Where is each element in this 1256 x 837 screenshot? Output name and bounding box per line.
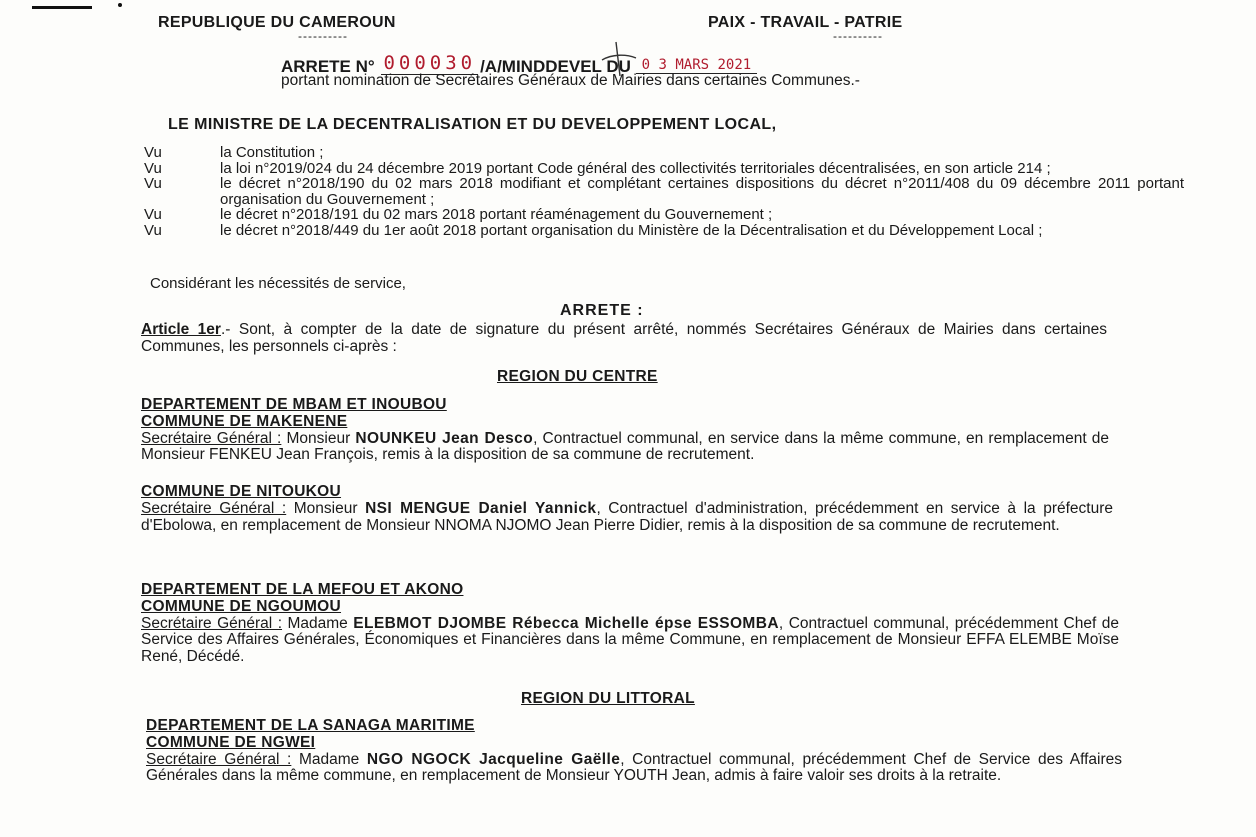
role-label: Secrétaire Général :	[141, 614, 283, 632]
motto-title: PAIX - TRAVAIL - PATRIE	[708, 14, 903, 31]
person-title: Monsieur	[293, 499, 358, 517]
scan-dot	[118, 3, 122, 7]
department-heading: DEPARTEMENT DE LA MEFOU ET AKONO	[141, 581, 464, 598]
appointment-details: , Contractuel communal, précédemment Chef de Service des Affaires Générales dans la même commune, en remplacement de Monsieur YOUTH Jean, admis à faire valoir ses droits à la retraite.	[146, 750, 1122, 785]
commune-heading: COMMUNE DE NGWEI	[146, 733, 316, 751]
appointment-details: , Contractuel communal, en service dans la même commune, en remplacement de Monsieur FENKEU Jean François, remis à la disposition de sa commune de recrutement.	[141, 429, 1110, 464]
person-name: NSI MENGUE Daniel Yannick	[365, 499, 597, 517]
visa-text: la loi n°2019/024 du 24 décembre 2019 portant Code général des collectivités territoriales décentralisées, en son article 214 ;	[220, 159, 1051, 177]
person-title: Madame	[298, 750, 360, 768]
header-motto	[708, 14, 1028, 43]
appointment-details: , Contractuel d'administration, précédemment en service à la préfecture d'Ebolowa, en remplacement de Monsieur NNOMA NJOMO Jean Pierre Didier, remis à la disposition de sa commune de recrutement.	[141, 499, 1113, 534]
appointment-block	[141, 582, 1119, 666]
role-label: Secrétaire Général :	[141, 499, 287, 517]
minister-heading: LE MINISTRE DE LA DECENTRALISATION ET DU DEVELOPPEMENT LOCAL,	[168, 116, 777, 133]
article-label: Article 1er	[141, 321, 221, 338]
considerant-text: Considérant les nécessités de service,	[150, 275, 406, 292]
department-heading: DEPARTEMENT DE MBAM ET INOUBOU	[141, 396, 447, 413]
person-title: Monsieur	[286, 429, 351, 447]
commune-heading: COMMUNE DE NGOUMOU	[141, 597, 342, 615]
arrete-heading: ARRETE :	[560, 302, 644, 319]
article-text: .- Sont, à compter de la date de signature du présent arrêté, nommés Secrétaires Généraux de Mairies dans certaines Communes, les personnels ci-après :	[141, 321, 1108, 355]
visa-item	[144, 176, 1184, 207]
role-label: Secrétaire Général :	[146, 750, 292, 768]
header-republic	[158, 14, 468, 43]
person-title: Madame	[287, 614, 348, 632]
visa-text: le décret n°2018/190 du 02 mars 2018 modifiant et complétant certaines dispositions du décret n°2011/408 du 09 décembre 2011 portant organisation du Gouvernement ;	[220, 175, 1184, 208]
visa-label: Vu	[144, 144, 162, 161]
visa-label: Vu	[144, 159, 162, 177]
appointment-block	[141, 397, 1109, 464]
commune-heading: COMMUNE DE NITOUKOU	[141, 483, 342, 500]
department-heading: DEPARTEMENT DE LA SANAGA MARITIME	[146, 717, 475, 734]
visa-text: la Constitution ;	[220, 144, 324, 161]
visa-text: le décret n°2018/191 du 02 mars 2018 portant réaménagement du Gouvernement ;	[220, 206, 773, 224]
appointment-block	[141, 484, 1113, 534]
visa-item	[144, 223, 1184, 239]
visa-label: Vu	[144, 175, 162, 193]
republic-title: REPUBLIQUE DU CAMEROUN	[158, 14, 396, 31]
person-name: NOUNKEU Jean Desco	[355, 429, 534, 447]
republic-dash: ----------	[298, 29, 348, 43]
decree-suffix: /A/MINDDEVEL DU	[480, 57, 631, 76]
commune-heading: COMMUNE DE MAKENENE	[141, 412, 348, 430]
appointment-block	[146, 718, 1122, 785]
appointment-details: , Contractuel communal, précédemment Chef de Service des Affaires Générales, Économiques et Financières dans la même Commune, en remplacement de Monsieur EFFA ELEMBE Moïse René, Décédé.	[141, 614, 1119, 666]
visa-label: Vu	[144, 221, 162, 239]
scan-mark	[32, 6, 92, 9]
visa-item	[144, 145, 1184, 161]
motto-dash: ----------	[833, 29, 883, 43]
region-heading: REGION DU LITTORAL	[521, 690, 695, 707]
region-heading: REGION DU CENTRE	[497, 368, 658, 385]
visa-item	[144, 161, 1184, 177]
decree-date: 0 3 MARS 2021	[636, 57, 758, 74]
article-1	[141, 321, 1107, 355]
person-name: ELEBMOT DJOMBE Rébecca Michelle épse ESSOMBA	[353, 614, 779, 632]
person-name: NGO NGOCK Jacqueline Gaëlle	[366, 750, 621, 768]
role-label: Secrétaire Général :	[141, 429, 282, 447]
appointment-text	[146, 752, 1122, 786]
visa-list	[144, 145, 1184, 239]
appointment-text	[141, 501, 1113, 535]
decree-prefix: ARRETE N°	[281, 57, 375, 76]
appointment-text	[141, 431, 1109, 465]
decree-subject: portant nomination de Secrétaires Généraux de Mairies dans certaines Communes.-	[281, 72, 860, 89]
visa-item	[144, 207, 1184, 223]
decree-number: 000030	[383, 52, 477, 74]
visa-label: Vu	[144, 206, 162, 224]
visa-text: le décret n°2018/449 du 1er août 2018 portant organisation du Ministère de la Décentralisation et du Développement Local ;	[220, 221, 1043, 239]
appointment-text	[141, 616, 1119, 666]
